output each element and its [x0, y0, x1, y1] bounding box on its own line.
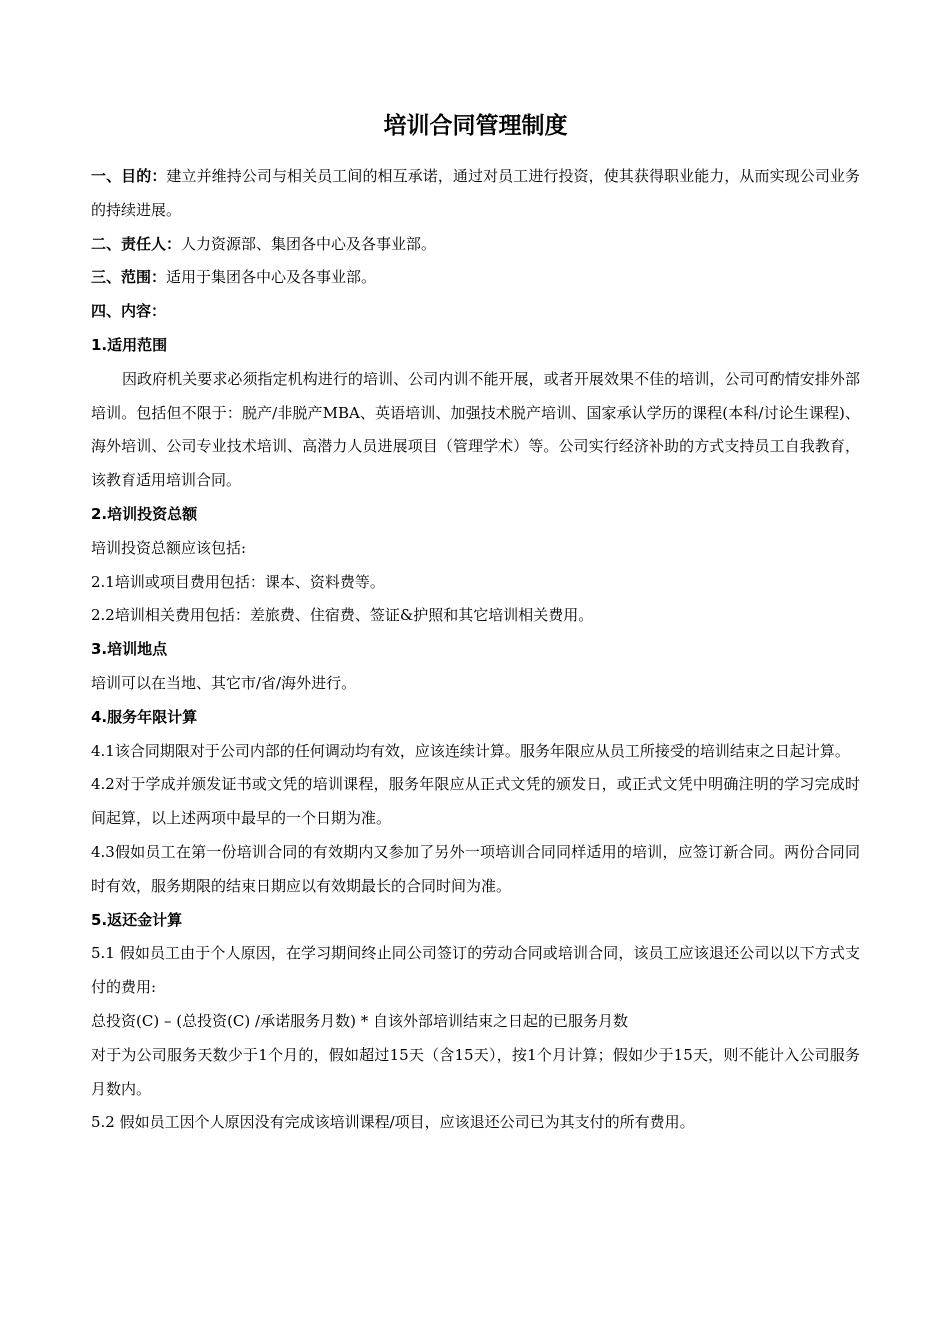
purpose-label: 一、目的： [91, 167, 167, 185]
section-5-formula: 总投资(C) – (总投资(C) /承诺服务月数) * 自该外部培训结束之日起的已服务月数 [91, 1011, 628, 1030]
section-5-heading: 5.返还金计算 [91, 910, 183, 929]
responsible-text: 人力资源部、集团各中心及各事业部。 [181, 234, 437, 253]
section-2-item-1: 2.1培训或项目费用包括：课本、资料费等。 [91, 572, 385, 591]
purpose-paragraph [91, 160, 860, 228]
document-body [91, 160, 860, 1140]
responsible-label: 二、责任人： [91, 234, 182, 253]
section-4-item-1: 4.1该合同期限对于公司内部的任何调动均有效，应该连续计算。服务年限应从员工所接受的培训结束之日起计算。 [91, 741, 850, 760]
section-2-item-2: 2.2培训相关费用包括：差旅费、住宿费、签证&护照和其它培训相关费用。 [91, 606, 594, 625]
section-4-heading: 4.服务年限计算 [91, 707, 198, 726]
document-title: 培训合同管理制度 [383, 113, 568, 139]
section-1-heading: 1.适用范围 [91, 335, 168, 354]
section-2-intro: 培训投资总额应该包括: [91, 538, 247, 557]
section-3-heading: 3.培训地点 [91, 640, 168, 659]
section-5-item-1: 5.1 假如员工由于个人原因，在学习期间终止同公司签订的劳动合同或培训合同，该员工应该退还公司以以下方式支付的费用: [91, 944, 860, 997]
section-5-item-2: 5.2 假如员工因个人原因没有完成该培训课程/项目，应该退还公司已为其支付的所有费用。 [91, 1113, 695, 1132]
section-5-note: 对于为公司服务天数少于1个月的，假如超过15天（含15天），按1个月计算；假如少于15天，则不能计入公司服务月数内。 [91, 1045, 860, 1098]
section-1-paragraph: 因政府机关要求必须指定机构进行的培训、公司内训不能开展，或者开展效果不佳的培训，公司可酌情安排外部培训。包括但不限于：脱产/非脱产MBA、英语培训、加强技术脱产培训、国家承认学历的课程(本科/讨论生课程)、海外培训、公司专业技术培训、高潜力人员进展项目（管理学术）等。公司实行经济补助的方式支持员工自我教育，该教育适用培训合同。 [91, 369, 860, 490]
scope-text: 适用于集团各中心及各事业部。 [166, 268, 377, 287]
section-2-heading: 2.培训投资总额 [91, 504, 198, 523]
section-4-item-2: 4.2对于学成并颁发证书或文凭的培训课程，服务年限应从正式文凭的颁发日，或正式文凭中明确注明的学习完成时间起算，以上述两项中最早的一个日期为准。 [91, 775, 860, 828]
responsible-paragraph [91, 228, 860, 262]
content-label: 四、内容： [91, 302, 167, 321]
scope-paragraph [91, 261, 860, 295]
section-3-text: 培训可以在当地、其它市/省/海外进行。 [91, 673, 357, 692]
section-4-item-3: 4.3假如员工在第一份培训合同的有效期内又参加了另外一项培训合同同样适用的培训，应签订新合同。两份合同同时有效，服务期限的结束日期应以有效期最长的合同时间为准。 [91, 842, 860, 895]
purpose-text: 建立并维持公司与相关员工间的相互承诺，通过对员工进行投资，使其获得职业能力，从而实现公司业务的持续进展。 [91, 167, 860, 219]
scope-label: 三、范围： [91, 268, 167, 287]
